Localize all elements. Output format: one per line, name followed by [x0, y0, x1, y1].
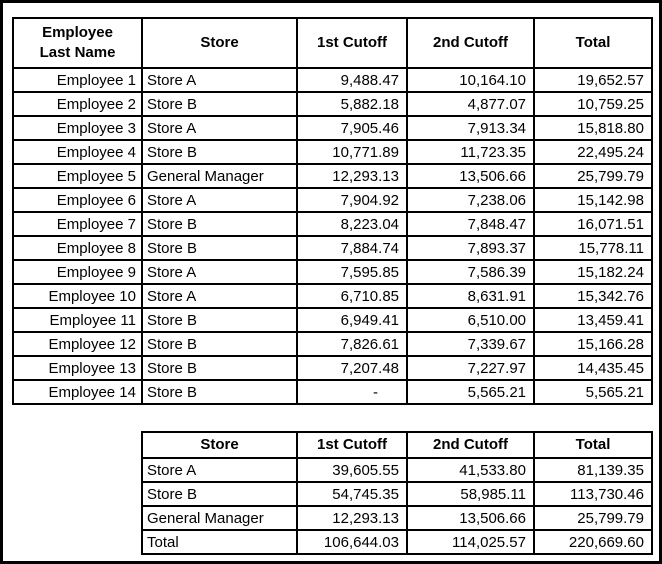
table-row — [13, 92, 652, 116]
table-row — [13, 116, 652, 140]
total-cell: 15,142.98 — [534, 188, 652, 212]
total-cell: 15,182.24 — [534, 260, 652, 284]
store-cell: General Manager — [142, 164, 297, 188]
cutoff1-cell: 6,949.41 — [297, 308, 407, 332]
employee-name-cell: Employee 2 — [13, 92, 142, 116]
summary-cutoff1-cell: 54,745.35 — [297, 482, 407, 506]
cutoff2-cell: 7,227.97 — [407, 356, 534, 380]
store-cell: Store B — [142, 332, 297, 356]
table-row — [142, 530, 652, 554]
total-cell: 25,799.79 — [534, 164, 652, 188]
total-cell: 14,435.45 — [534, 356, 652, 380]
cutoff2-cell: 7,339.67 — [407, 332, 534, 356]
cutoff2-cell: 5,565.21 — [407, 380, 534, 404]
cutoff1-cell: 5,882.18 — [297, 92, 407, 116]
total-header: Total — [534, 18, 652, 68]
summary-store-cell: Store B — [142, 482, 297, 506]
cutoff2-cell: 4,877.07 — [407, 92, 534, 116]
table-row — [13, 140, 652, 164]
cutoff1-cell: 7,905.46 — [297, 116, 407, 140]
store-cell: Store B — [142, 356, 297, 380]
employee-header-line1: Employee — [42, 24, 113, 41]
table-row — [13, 260, 652, 284]
table-row — [13, 308, 652, 332]
cutoff1-cell: 9,488.47 — [297, 68, 407, 92]
summary-cutoff1-cell: 106,644.03 — [297, 530, 407, 554]
cutoff2-cell: 6,510.00 — [407, 308, 534, 332]
summary-cutoff1-cell: 12,293.13 — [297, 506, 407, 530]
employee-name-cell: Employee 14 — [13, 380, 142, 404]
cutoff1-cell: 12,293.13 — [297, 164, 407, 188]
summary-total-cell: 113,730.46 — [534, 482, 652, 506]
total-cell: 15,166.28 — [534, 332, 652, 356]
summary-cutoff2-cell: 13,506.66 — [407, 506, 534, 530]
employee-name-cell: Employee 5 — [13, 164, 142, 188]
store-summary-table — [141, 431, 653, 555]
cutoff2-cell: 7,893.37 — [407, 236, 534, 260]
summary-cutoff2-cell: 58,985.11 — [407, 482, 534, 506]
cutoff2-cell: 13,506.66 — [407, 164, 534, 188]
table-row — [13, 164, 652, 188]
cutoff2-header: 2nd Cutoff — [407, 18, 534, 68]
total-cell: 13,459.41 — [534, 308, 652, 332]
store-cell: Store A — [142, 260, 297, 284]
cutoff1-cell: 7,904.92 — [297, 188, 407, 212]
store-cell: Store B — [142, 308, 297, 332]
employee-payroll-table — [12, 17, 653, 405]
summary-total-cell: 220,669.60 — [534, 530, 652, 554]
summary-cutoff2-header: 2nd Cutoff — [407, 432, 534, 458]
cutoff2-cell: 8,631.91 — [407, 284, 534, 308]
summary-store-header: Store — [142, 432, 297, 458]
summary-cutoff2-cell: 114,025.57 — [407, 530, 534, 554]
table-row — [13, 380, 652, 404]
table-row — [142, 458, 652, 482]
total-cell: 10,759.25 — [534, 92, 652, 116]
total-cell: 5,565.21 — [534, 380, 652, 404]
store-cell: Store B — [142, 212, 297, 236]
cutoff1-cell: 10,771.89 — [297, 140, 407, 164]
table-row — [13, 284, 652, 308]
employee-name-cell: Employee 9 — [13, 260, 142, 284]
employee-name-cell: Employee 1 — [13, 68, 142, 92]
summary-cutoff2-cell: 41,533.80 — [407, 458, 534, 482]
summary-table-header-row — [142, 432, 652, 458]
employee-name-cell: Employee 3 — [13, 116, 142, 140]
cutoff1-cell: - — [297, 380, 407, 404]
store-cell: Store B — [142, 92, 297, 116]
total-cell: 15,342.76 — [534, 284, 652, 308]
employee-name-cell: Employee 10 — [13, 284, 142, 308]
employee-name-cell: Employee 7 — [13, 212, 142, 236]
summary-total-cell: 25,799.79 — [534, 506, 652, 530]
cutoff1-cell: 7,884.74 — [297, 236, 407, 260]
summary-total-header: Total — [534, 432, 652, 458]
table-row — [13, 188, 652, 212]
cutoff1-cell: 7,826.61 — [297, 332, 407, 356]
cutoff1-header: 1st Cutoff — [297, 18, 407, 68]
summary-store-cell: Store A — [142, 458, 297, 482]
employee-name-cell: Employee 6 — [13, 188, 142, 212]
total-cell: 15,778.11 — [534, 236, 652, 260]
summary-store-cell: Total — [142, 530, 297, 554]
total-cell: 22,495.24 — [534, 140, 652, 164]
employee-name-cell: Employee 13 — [13, 356, 142, 380]
summary-total-cell: 81,139.35 — [534, 458, 652, 482]
store-cell: Store A — [142, 188, 297, 212]
cutoff2-cell: 10,164.10 — [407, 68, 534, 92]
store-cell: Store B — [142, 380, 297, 404]
table-row — [13, 356, 652, 380]
employee-name-cell: Employee 8 — [13, 236, 142, 260]
total-cell: 15,818.80 — [534, 116, 652, 140]
employee-last-name-header — [13, 18, 142, 68]
store-cell: Store A — [142, 284, 297, 308]
cutoff1-cell: 6,710.85 — [297, 284, 407, 308]
summary-store-cell: General Manager — [142, 506, 297, 530]
cutoff2-cell: 11,723.35 — [407, 140, 534, 164]
table-row — [13, 236, 652, 260]
cutoff2-cell: 7,238.06 — [407, 188, 534, 212]
store-header: Store — [142, 18, 297, 68]
table-row — [13, 212, 652, 236]
cutoff1-cell: 7,595.85 — [297, 260, 407, 284]
cutoff2-cell: 7,586.39 — [407, 260, 534, 284]
store-cell: Store A — [142, 68, 297, 92]
table-row — [13, 332, 652, 356]
summary-cutoff1-cell: 39,605.55 — [297, 458, 407, 482]
table-row — [142, 506, 652, 530]
employee-name-cell: Employee 12 — [13, 332, 142, 356]
cutoff1-cell: 8,223.04 — [297, 212, 407, 236]
summary-cutoff1-header: 1st Cutoff — [297, 432, 407, 458]
cutoff2-cell: 7,848.47 — [407, 212, 534, 236]
employee-name-cell: Employee 11 — [13, 308, 142, 332]
employee-header-line2: Last Name — [39, 44, 116, 61]
employee-name-cell: Employee 4 — [13, 140, 142, 164]
total-cell: 16,071.51 — [534, 212, 652, 236]
store-cell: Store B — [142, 236, 297, 260]
store-cell: Store A — [142, 116, 297, 140]
total-cell: 19,652.57 — [534, 68, 652, 92]
table-row — [142, 482, 652, 506]
cutoff2-cell: 7,913.34 — [407, 116, 534, 140]
store-cell: Store B — [142, 140, 297, 164]
employee-table-header-row — [13, 18, 652, 68]
cutoff1-cell: 7,207.48 — [297, 356, 407, 380]
table-row — [13, 68, 652, 92]
